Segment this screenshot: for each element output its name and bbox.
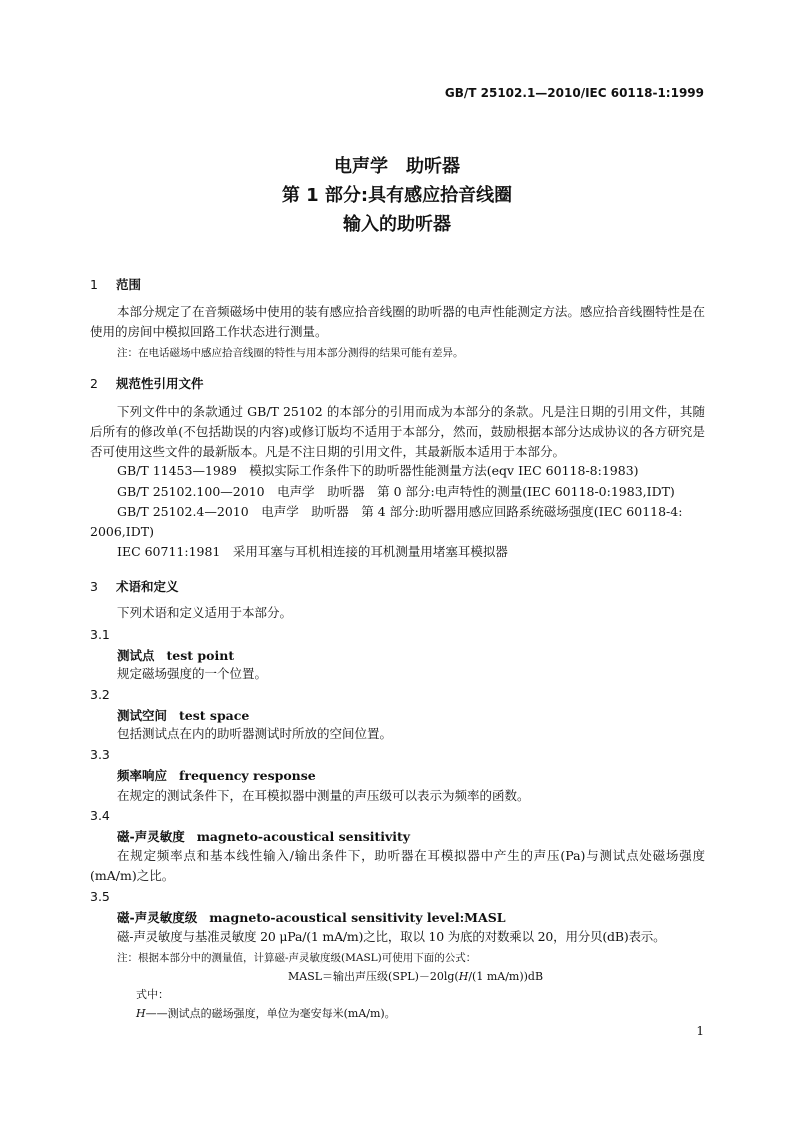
term-en: test space [179,708,250,723]
reference-item: IEC 60711:1981 采用耳塞与耳机相连接的耳机测量用堵塞耳模拟器 [117,544,508,559]
term-heading [117,706,249,724]
reference-item: GB/T 11453—1989 模拟实际工作条件下的助听器性能测量方法(eqv IEC 60118-8:1983) [117,463,639,478]
section-1-paragraph: 本部分规定了在音频磁场中使用的装有感应拾音线圈的助听器的电声性能测定方法。感应拾音线圈特性是在使用的房间中模拟回路工作状态进行测量。 [90,304,705,339]
formula-note: 注：根据本部分中的测量值，计算磁-声灵敏度级(MASL)可使用下面的公式： [117,952,477,964]
section-2-title: 规范性引用文件 [116,376,204,391]
term-definition: 在规定频率点和基本线性输入/输出条件下，助听器在耳模拟器中产生的声压(Pa)与测试点处磁场强度(mA/m)之比。 [90,848,705,883]
term-number: 3.3 [90,747,110,762]
term-number: 3.1 [90,627,110,642]
formula-part: MASL＝输出声压级(SPL)－20lg( [288,970,459,983]
variable-definition [136,1005,396,1021]
section-3-title: 术语和定义 [116,579,179,594]
variable-symbol: H [136,1007,146,1020]
reference-item: GB/T 25102.4—2010 电声学 助听器 第 4 部分:助听器用感应回路系统磁场强度(IEC 60118-4: [117,504,683,519]
title-line-3: 输入的助听器 [343,214,451,235]
term-zh: 磁-声灵敏度级 [117,910,198,925]
term-definition: 在规定的测试条件下，在耳模拟器中测量的声压级可以表示为频率的函数。 [117,788,530,803]
section-1-note: 注：在电话磁场中感应拾音线圈的特性与用本部分测得的结果可能有差异。 [117,347,464,359]
formula-part: /(1 mA/m))dB [468,970,544,983]
term-en: magneto-acoustical sensitivity [196,829,411,844]
term-zh: 频率响应 [117,768,168,783]
term-definition: 规定磁场强度的一个位置。 [117,666,268,681]
term-zh: 测试点 [117,648,155,663]
term-heading [117,827,410,845]
term-zh: 测试空间 [117,708,168,723]
term-number: 3.5 [90,889,110,904]
section-2-paragraph: 下列文件中的条款通过 GB/T 25102 的本部分的引用而成为本部分的条款。凡是注日期的引用文件，其随后所有的修改单(不包括勘误的内容)或修订版均不适用于本部分，然而，鼓励根据本部分达成协议的各方研究是否可使用这些文件的最新版本。凡是不注日期的引用文件，其最新版本适用于本部分。 [90,404,705,459]
where-label: 式中： [136,988,169,1001]
term-definition: 磁-声灵敏度与基准灵敏度 20 μPa/(1 mA/m)之比，取以 10 为底的对数乘以 20，用分贝(dB)表示。 [117,929,666,944]
section-2-heading [90,374,204,392]
section-3-heading [90,577,179,595]
term-number: 3.4 [90,808,110,823]
title-line-1: 电声学 助听器 [334,156,460,177]
section-1-heading [90,275,141,293]
masl-formula [288,968,543,984]
standard-number: GB/T 25102.1—2010/IEC 60118-1:1999 [444,86,704,100]
section-2-number: 2 [90,376,98,391]
term-en: test point [166,648,235,663]
page-number: 1 [696,1024,704,1038]
term-number: 3.2 [90,687,110,702]
section-1-title: 范围 [116,277,142,292]
term-heading [117,646,234,664]
term-heading [117,766,316,784]
variable-meaning: ——测试点的磁场强度，单位为毫安每米(mA/m)。 [145,1007,396,1020]
reference-item: GB/T 25102.100—2010 电声学 助听器 第 0 部分:电声特性的测量(IEC 60118-0:1983,IDT) [117,484,675,499]
section-3-number: 3 [90,579,98,594]
term-zh: 磁-声灵敏度 [117,829,185,844]
term-definition: 包括测试点在内的助听器测试时所放的空间位置。 [117,726,393,741]
formula-variable: H [458,970,469,983]
term-heading [117,908,506,926]
title-line-2: 第 1 部分:具有感应拾音线圈 [281,185,513,206]
term-en: magneto-acoustical sensitivity level:MASL [209,910,506,925]
section-3-intro: 下列术语和定义适用于本部分。 [117,605,293,620]
reference-item-continued: 2006,IDT) [90,524,154,539]
section-1-number: 1 [90,277,98,292]
term-en: frequency response [179,768,316,783]
